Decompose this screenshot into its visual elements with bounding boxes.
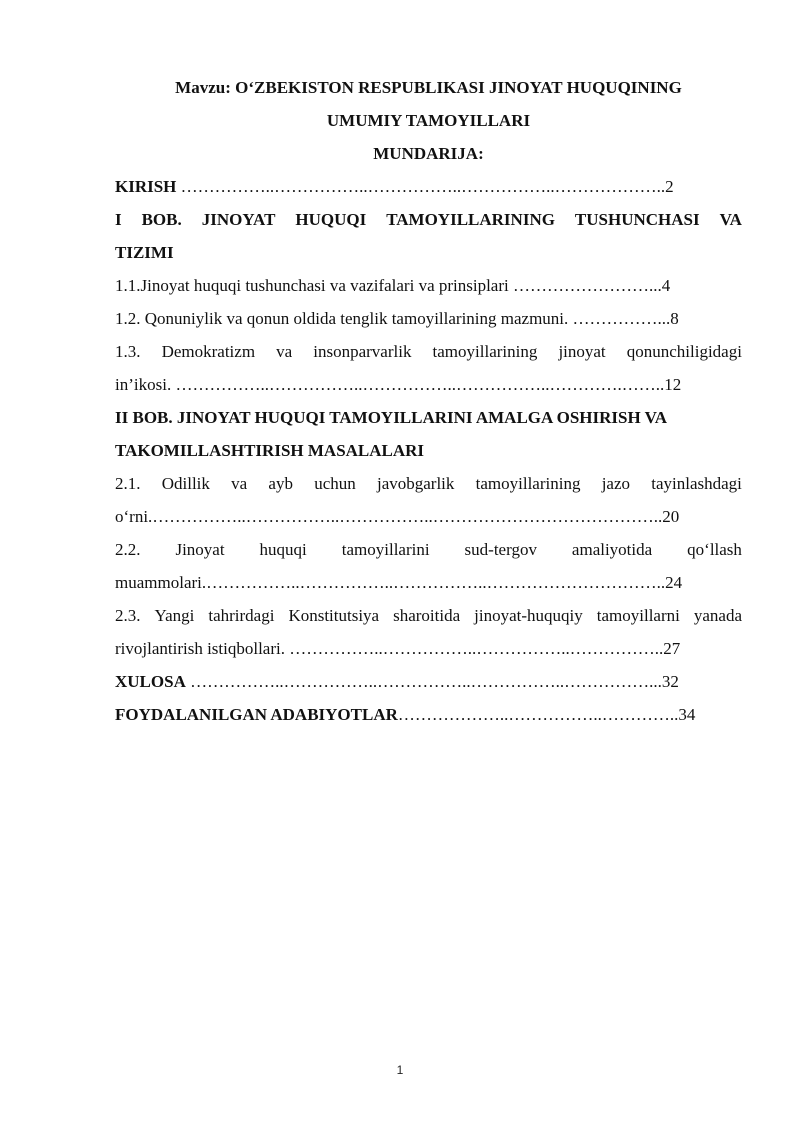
- word: tayinlashdagi: [651, 474, 742, 493]
- toc-item-2-1-line-1: [115, 467, 742, 500]
- toc-chapter-1-line-2: TIZIMI: [115, 243, 174, 262]
- page-content: [115, 71, 742, 731]
- word: qo‘llash: [687, 540, 742, 559]
- word: Konstitutsiya: [288, 606, 380, 625]
- toc-entry-adabiyotlar: [115, 698, 742, 731]
- word: HUQUQI: [295, 210, 367, 229]
- toc-entry-kirish: [115, 170, 742, 203]
- word: huquqi: [259, 540, 307, 559]
- toc-entry-label: XULOSA: [115, 672, 186, 691]
- toc-item-2-1-line-2: o‘rni.……………..……………..……………..…………………………………..20: [115, 507, 680, 526]
- toc-entry-label: KIRISH: [115, 177, 177, 196]
- word: tamoyillarining: [475, 474, 581, 493]
- word: TUSHUNCHASI: [574, 210, 700, 229]
- word: VA: [719, 210, 742, 229]
- document-title-line-1: Mavzu: O‘ZBEKISTON RESPUBLIKASI JINOYAT HUQUQINING: [175, 78, 682, 97]
- word: ayb: [268, 474, 293, 493]
- word: JINOYAT: [201, 210, 276, 229]
- word: Demokratizm: [161, 342, 256, 361]
- toc-item-1-3-line-2: in’ikosi. ……………..……………..……………..……………..………….……..12: [115, 375, 682, 394]
- word: 2.2.: [115, 540, 141, 559]
- word: tamoyillarining: [432, 342, 538, 361]
- word: Odillik: [161, 474, 210, 493]
- toc-chapter-2-line-2: TAKOMILLASHTIRISH MASALALARI: [115, 441, 425, 460]
- toc-entry-xulosa: [115, 665, 742, 698]
- word: sharoitida: [393, 606, 461, 625]
- word: jinoyat: [558, 342, 606, 361]
- word: va: [231, 474, 248, 493]
- toc-entry-leader: ……………..……………..……………..……………..……………...32: [185, 672, 679, 691]
- word: TAMOYILLARINING: [386, 210, 555, 229]
- word: tamoyillarni: [596, 606, 680, 625]
- toc-item-1-2: 1.2. Qonuniylik va qonun oldida tenglik tamoyillarining mazmuni. ……………...8: [115, 309, 679, 328]
- document-title-line-2: UMUMIY TAMOYILLARI: [326, 111, 531, 130]
- toc-heading: MUNDARIJA:: [373, 144, 484, 163]
- toc-chapter-2-line-1: II BOB. JINOYAT HUQUQI TAMOYILLARINI AMALGA OSHIRISH VA: [115, 408, 668, 427]
- toc-entry-leader: ………………..……………..…………..34: [397, 705, 696, 724]
- word: sud-tergov: [464, 540, 537, 559]
- toc-chapter-1-line-1: [115, 203, 742, 236]
- word: yanada: [693, 606, 742, 625]
- word: va: [276, 342, 293, 361]
- toc-item-2-3-line-2: rivojlantirish istiqbollari. ……………..……………..……………..……………..27: [115, 639, 681, 658]
- word: 2.1.: [115, 474, 141, 493]
- word: uchun: [314, 474, 356, 493]
- word: BOB.: [141, 210, 182, 229]
- page-number: 1: [396, 1063, 404, 1077]
- word: tamoyillarini: [341, 540, 430, 559]
- toc-item-1-3-line-1: [115, 335, 742, 368]
- word: jinoyat-huquqiy: [474, 606, 583, 625]
- word: I: [115, 210, 122, 229]
- word: insonparvarlik: [313, 342, 412, 361]
- word: Yangi: [154, 606, 195, 625]
- toc-entry-leader: ……………..……………..……………..……………..………………..2: [176, 177, 674, 196]
- toc-item-2-3-line-1: [115, 599, 742, 632]
- toc-item-2-2-line-2: muammolari.……………..……………..……………..…………………………..24: [115, 573, 683, 592]
- toc-entry-label: FOYDALANILGAN ADABIYOTLAR: [115, 705, 398, 724]
- word: javobgarlik: [376, 474, 455, 493]
- toc-item-2-2-line-1: [115, 533, 742, 566]
- toc-item-1-1: 1.1.Jinoyat huquqi tushunchasi va vazifalari va prinsiplari ……………………...4: [115, 276, 671, 295]
- word: jazo: [601, 474, 631, 493]
- word: 1.3.: [115, 342, 141, 361]
- word: amaliyotida: [571, 540, 653, 559]
- word: Jinoyat: [175, 540, 225, 559]
- word: qonunchiligidagi: [626, 342, 742, 361]
- word: tahrirdagi: [208, 606, 275, 625]
- word: 2.3.: [115, 606, 141, 625]
